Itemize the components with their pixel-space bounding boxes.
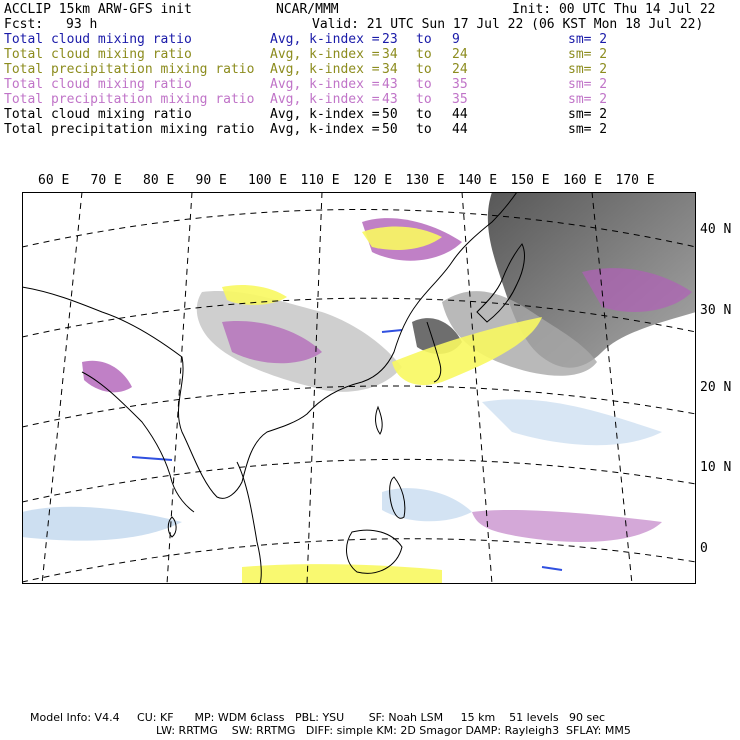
footer-model-info: Model Info: V4.4 CU: KF MP: WDM 6class PBL: YSU SF: Noah LSM 15 km 51 levels 90 sec	[30, 711, 606, 724]
center-org: NCAR/MMM	[276, 2, 339, 17]
legend-k-from: 23	[382, 32, 398, 47]
legend-avg: Avg, k-index =	[270, 77, 380, 92]
legend-k-to: 44	[452, 107, 468, 122]
lat-label: 40 N	[700, 222, 732, 237]
legend-avg: Avg, k-index =	[270, 92, 380, 107]
legend-sm: sm= 2	[568, 107, 608, 122]
legend-to: to	[416, 92, 432, 107]
legend-field: Total cloud mixing ratio	[4, 47, 192, 62]
legend-k-from: 43	[382, 92, 398, 107]
legend-to: to	[416, 32, 432, 47]
lon-label: 170 E	[615, 173, 655, 188]
legend-k-to: 24	[452, 47, 468, 62]
lon-label: 120 E	[353, 173, 393, 188]
fcst-label: Fcst:	[4, 17, 44, 32]
legend-k-to: 9	[452, 32, 460, 47]
legend-field: Total cloud mixing ratio	[4, 32, 192, 47]
lat-label: 0	[700, 541, 708, 556]
lon-label: 80 E	[143, 173, 175, 188]
lon-label: 90 E	[195, 173, 227, 188]
legend-field: Total cloud mixing ratio	[4, 77, 192, 92]
lon-label: 100 E	[248, 173, 288, 188]
lat-label: 30 N	[700, 303, 732, 318]
legend-k-from: 34	[382, 47, 398, 62]
legend-sm: sm= 2	[568, 77, 608, 92]
lon-label: 140 E	[458, 173, 498, 188]
lon-label: 60 E	[38, 173, 70, 188]
lon-label: 160 E	[563, 173, 603, 188]
legend-to: to	[416, 122, 432, 137]
footer-physics-info: LW: RRTMG SW: RRTMG DIFF: simple KM: 2D Smagor DAMP: Rayleigh3 SFLAY: MM5	[156, 724, 631, 737]
legend-to: to	[416, 77, 432, 92]
legend-sm: sm= 2	[568, 92, 608, 107]
legend-avg: Avg, k-index =	[270, 32, 380, 47]
legend-field: Total cloud mixing ratio	[4, 107, 192, 122]
title-left: ACCLIP 15km ARW-GFS init	[4, 2, 192, 17]
legend-k-from: 34	[382, 62, 398, 77]
legend-k-from: 50	[382, 107, 398, 122]
init-time: Init: 00 UTC Thu 14 Jul 22	[512, 2, 716, 17]
fcst-value: 93 h	[66, 17, 98, 32]
legend-avg: Avg, k-index =	[270, 47, 380, 62]
lon-label: 70 E	[90, 173, 122, 188]
legend-k-to: 35	[452, 77, 468, 92]
legend-field: Total precipitation mixing ratio	[4, 92, 255, 107]
legend-to: to	[416, 107, 432, 122]
legend-k-from: 50	[382, 122, 398, 137]
legend-avg: Avg, k-index =	[270, 122, 380, 137]
legend-sm: sm= 2	[568, 32, 608, 47]
legend-field: Total precipitation mixing ratio	[4, 62, 255, 77]
forecast-map	[22, 192, 696, 584]
legend-to: to	[416, 62, 432, 77]
legend-sm: sm= 2	[568, 62, 608, 77]
legend-avg: Avg, k-index =	[270, 107, 380, 122]
legend-k-to: 35	[452, 92, 468, 107]
legend-k-to: 24	[452, 62, 468, 77]
legend-sm: sm= 2	[568, 47, 608, 62]
legend-sm: sm= 2	[568, 122, 608, 137]
lat-label: 10 N	[700, 460, 732, 475]
lat-label: 20 N	[700, 380, 732, 395]
legend-k-to: 44	[452, 122, 468, 137]
lon-label: 130 E	[405, 173, 445, 188]
lon-label: 110 E	[300, 173, 340, 188]
legend-avg: Avg, k-index =	[270, 62, 380, 77]
legend-k-from: 43	[382, 77, 398, 92]
lon-label: 150 E	[510, 173, 550, 188]
legend-field: Total precipitation mixing ratio	[4, 122, 255, 137]
valid-time: Valid: 21 UTC Sun 17 Jul 22 (06 KST Mon 18 Jul 22)	[312, 17, 704, 32]
legend-to: to	[416, 47, 432, 62]
